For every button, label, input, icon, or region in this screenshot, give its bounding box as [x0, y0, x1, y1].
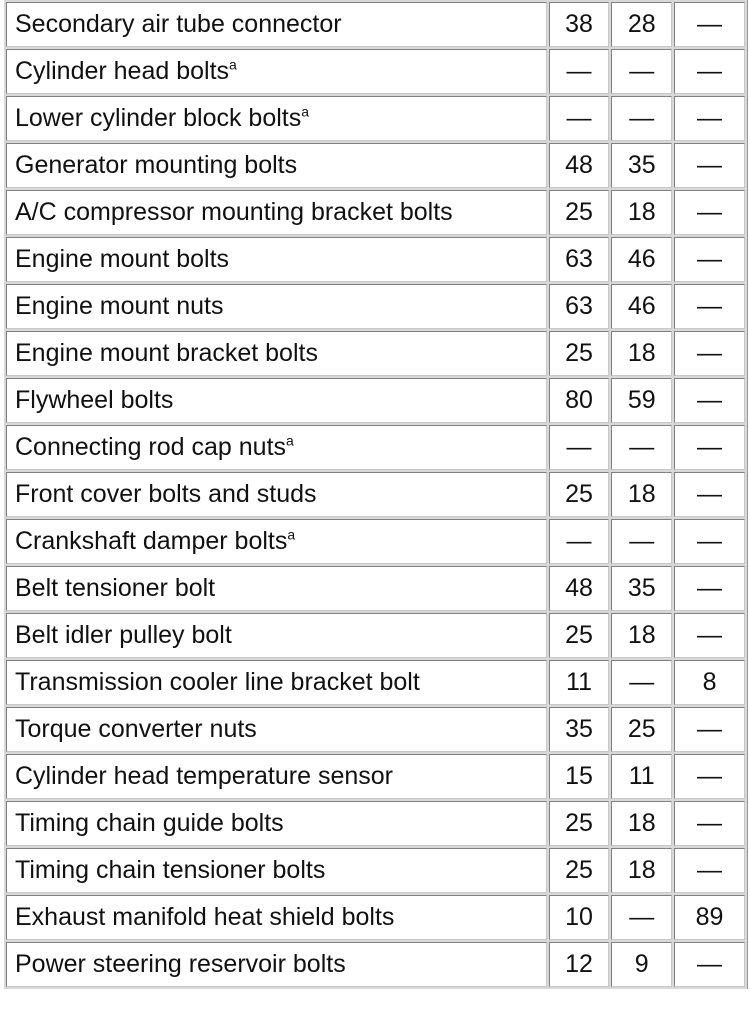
torque-lbft-cell: 11 — [611, 754, 672, 799]
component-name: Transmission cooler line bracket bolt — [15, 668, 420, 696]
torque-lbft-cell: 25 — [611, 707, 672, 752]
torque-nm-cell: 25 — [549, 848, 610, 893]
torque-lbft-cell: 28 — [611, 2, 672, 47]
torque-nm-cell: — — [549, 425, 610, 470]
component-name: Engine mount nuts — [15, 292, 224, 320]
component-name: Cylinder head bolts — [15, 57, 230, 85]
component-name: Crankshaft damper bolts — [15, 527, 288, 555]
component-cell — [6, 801, 547, 846]
footnote-marker: a — [286, 432, 294, 449]
component-cell — [6, 190, 547, 235]
component-name: Torque converter nuts — [15, 715, 257, 743]
component-cell — [6, 895, 547, 940]
torque-lbin-cell: — — [674, 472, 745, 517]
table-row — [6, 49, 745, 94]
component-cell — [6, 613, 547, 658]
table-row — [6, 613, 745, 658]
torque-lbin-cell: — — [674, 237, 745, 282]
table-row — [6, 566, 745, 611]
torque-lbft-cell: 9 — [611, 942, 672, 987]
torque-lbin-cell: — — [674, 707, 745, 752]
component-cell — [6, 425, 547, 470]
component-cell — [6, 96, 547, 141]
torque-lbin-cell: 8 — [674, 660, 745, 705]
torque-lbin-cell: — — [674, 519, 745, 564]
torque-lbft-cell: 18 — [611, 472, 672, 517]
component-cell — [6, 848, 547, 893]
torque-lbft-cell: 46 — [611, 237, 672, 282]
component-name: Power steering reservoir bolts — [15, 950, 346, 978]
component-cell — [6, 49, 547, 94]
torque-nm-cell: 25 — [549, 801, 610, 846]
component-cell — [6, 143, 547, 188]
table-body — [6, 2, 745, 987]
table-row — [6, 472, 745, 517]
component-cell — [6, 378, 547, 423]
torque-nm-cell: 25 — [549, 613, 610, 658]
component-name: Exhaust manifold heat shield bolts — [15, 903, 395, 931]
component-cell — [6, 942, 547, 987]
table-row — [6, 237, 745, 282]
component-name: Engine mount bracket bolts — [15, 339, 318, 367]
component-cell — [6, 284, 547, 329]
table-row — [6, 848, 745, 893]
component-cell — [6, 237, 547, 282]
torque-lbft-cell: 18 — [611, 613, 672, 658]
component-name: A/C compressor mounting bracket bolts — [15, 198, 453, 226]
table-row — [6, 519, 745, 564]
torque-lbin-cell: — — [674, 942, 745, 987]
torque-lbin-cell: — — [674, 848, 745, 893]
torque-nm-cell: 63 — [549, 237, 610, 282]
torque-lbin-cell: — — [674, 566, 745, 611]
table-row — [6, 190, 745, 235]
torque-nm-cell: 25 — [549, 472, 610, 517]
component-name: Timing chain guide bolts — [15, 809, 284, 837]
component-cell — [6, 566, 547, 611]
torque-lbft-cell: 18 — [611, 331, 672, 376]
torque-nm-cell: 15 — [549, 754, 610, 799]
footnote-marker: a — [287, 526, 296, 543]
torque-lbft-cell: — — [611, 519, 672, 564]
table-row — [6, 378, 745, 423]
table-row — [6, 942, 745, 987]
component-name: Lower cylinder block bolts — [15, 104, 302, 132]
table-row — [6, 801, 745, 846]
component-cell — [6, 2, 547, 47]
component-name: Flywheel bolts — [15, 386, 174, 414]
component-name: Connecting rod cap nuts — [15, 433, 287, 461]
torque-nm-cell: — — [549, 519, 610, 564]
component-name: Timing chain tensioner bolts — [15, 856, 326, 884]
component-cell — [6, 519, 547, 564]
torque-nm-cell: 10 — [549, 895, 610, 940]
torque-lbin-cell: — — [674, 143, 745, 188]
footnote-marker: a — [229, 56, 237, 73]
component-name: Engine mount bolts — [15, 245, 230, 273]
torque-lbin-cell: — — [674, 801, 745, 846]
torque-nm-cell: 38 — [549, 2, 610, 47]
torque-nm-cell: 25 — [549, 190, 610, 235]
torque-lbin-cell: 89 — [674, 895, 745, 940]
torque-specification-table — [4, 0, 748, 989]
torque-lbft-cell: — — [611, 895, 672, 940]
torque-lbft-cell: — — [611, 425, 672, 470]
table-row — [6, 143, 745, 188]
torque-lbft-cell: 18 — [611, 801, 672, 846]
component-name: Secondary air tube connector — [15, 10, 342, 38]
component-name: Generator mounting bolts — [15, 151, 298, 179]
torque-lbin-cell: — — [674, 96, 745, 141]
table-row — [6, 284, 745, 329]
torque-nm-cell: 48 — [549, 566, 610, 611]
component-cell — [6, 660, 547, 705]
component-name: Front cover bolts and studs — [15, 480, 317, 508]
torque-lbin-cell: — — [674, 190, 745, 235]
table-row — [6, 754, 745, 799]
table-row — [6, 425, 745, 470]
torque-nm-cell: 63 — [549, 284, 610, 329]
component-name: Cylinder head temperature sensor — [15, 762, 393, 790]
torque-lbft-cell: 46 — [611, 284, 672, 329]
torque-lbin-cell: — — [674, 2, 745, 47]
table-row — [6, 707, 745, 752]
torque-lbft-cell: 18 — [611, 848, 672, 893]
torque-nm-cell: 35 — [549, 707, 610, 752]
torque-lbft-cell: — — [611, 660, 672, 705]
torque-lbft-cell: 18 — [611, 190, 672, 235]
torque-lbin-cell: — — [674, 754, 745, 799]
table-row — [6, 96, 745, 141]
component-name: Belt idler pulley bolt — [15, 621, 232, 649]
component-cell — [6, 331, 547, 376]
torque-nm-cell: 11 — [549, 660, 610, 705]
torque-lbft-cell: 59 — [611, 378, 672, 423]
table-row — [6, 895, 745, 940]
table-row — [6, 660, 745, 705]
component-name: Belt tensioner bolt — [15, 574, 216, 602]
torque-lbft-cell: — — [611, 49, 672, 94]
torque-nm-cell: — — [549, 49, 610, 94]
footnote-marker: a — [301, 103, 310, 120]
torque-lbin-cell: — — [674, 378, 745, 423]
table-row — [6, 331, 745, 376]
torque-lbin-cell: — — [674, 284, 745, 329]
torque-lbft-cell: — — [611, 96, 672, 141]
torque-nm-cell: 25 — [549, 331, 610, 376]
component-cell — [6, 754, 547, 799]
torque-nm-cell: — — [549, 96, 610, 141]
torque-lbin-cell: — — [674, 331, 745, 376]
torque-lbin-cell: — — [674, 613, 745, 658]
component-cell — [6, 472, 547, 517]
torque-nm-cell: 80 — [549, 378, 610, 423]
component-cell — [6, 707, 547, 752]
torque-lbin-cell: — — [674, 49, 745, 94]
torque-lbft-cell: 35 — [611, 566, 672, 611]
torque-lbin-cell: — — [674, 425, 745, 470]
torque-nm-cell: 48 — [549, 143, 610, 188]
torque-nm-cell: 12 — [549, 942, 610, 987]
table-row — [6, 2, 745, 47]
torque-lbft-cell: 35 — [611, 143, 672, 188]
